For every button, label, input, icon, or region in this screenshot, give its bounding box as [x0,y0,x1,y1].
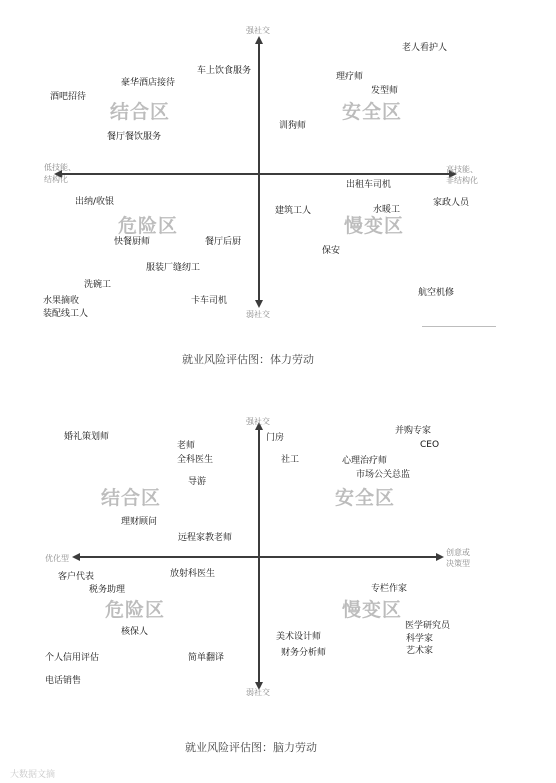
axis-label-right-line1: 创意或 [446,548,470,557]
job-label: 水暖工 [373,205,401,215]
job-label: 科学家 [406,634,434,644]
job-label: 洗碗工 [84,280,112,290]
job-label: 远程家教老师 [178,533,233,543]
axis-label-top: 强社交 [246,417,270,426]
zone-safe: 安全区 [335,487,396,509]
job-label: 卡车司机 [191,296,228,306]
zone-slow-change: 慢变区 [344,215,405,237]
job-label: 服装厂缝纫工 [146,263,201,273]
right-arrow-icon [436,553,444,561]
job-label: 老师 [177,441,196,451]
job-label: 市场公关总监 [356,470,411,480]
axis-label-left-line2: 结构化 [44,175,68,184]
job-label: 导游 [188,477,207,487]
zone-combination: 结合区 [101,487,162,509]
job-label: CEO [420,440,440,450]
job-label: 训狗师 [279,121,307,131]
zone-safe: 安全区 [342,101,403,123]
job-label: 发型师 [371,86,399,96]
job-label: 全科医生 [177,455,214,465]
job-label: 电话销售 [45,676,82,686]
job-label: 保安 [322,246,341,256]
job-label: 客户代表 [58,572,95,582]
job-label: 装配线工人 [43,309,89,319]
job-label: 社工 [281,455,300,465]
job-label: 美术设计师 [276,632,322,642]
zone-danger: 危险区 [118,215,179,237]
caption-mental: 就业风险评估图：脑力劳动 [185,741,317,754]
mental-labor-diagram [0,390,556,783]
down-arrow-icon [255,300,263,308]
job-label: 艺术家 [406,646,434,656]
axis-label-left-line1: 低技能、 [44,163,76,172]
job-label: 医学研究员 [405,621,451,631]
job-label: 个人信用评估 [45,653,100,663]
job-label: 心理治疗师 [342,456,388,466]
axis-label-top: 强社交 [246,26,270,35]
job-label: 老人看护人 [402,43,448,53]
job-label: 餐厅餐饮服务 [107,132,162,142]
job-label: 婚礼策划师 [64,432,110,442]
job-label: 出租车司机 [346,180,392,190]
job-label: 豪华酒店接待 [121,78,176,88]
physical-labor-diagram [0,0,556,390]
horizontal-axis [58,173,454,175]
job-label: 放射科医生 [170,569,216,579]
axis-label-right-line2: 非结构化 [446,176,478,185]
job-label: 水果摘收 [43,296,80,306]
axis-label-right-line1: 高技能、 [446,165,478,174]
vertical-axis [258,40,260,306]
caption-physical: 就业风险评估图：体力劳动 [182,353,314,366]
left-arrow-icon [72,553,80,561]
job-label: 财务分析师 [281,648,327,658]
job-label: 航空机修 [418,288,455,298]
job-label: 门房 [266,433,285,443]
job-label: 家政人员 [433,198,470,208]
axis-label-left: 优化型 [45,554,69,563]
axis-label-right-line2: 决策型 [446,559,470,568]
axis-label-bottom: 弱社交 [246,310,270,319]
job-label: 核保人 [121,627,149,637]
job-label: 酒吧招待 [50,92,87,102]
decorative-line [422,326,496,327]
job-label: 并购专家 [395,426,432,436]
axis-label-bottom: 弱社交 [246,688,270,697]
watermark: 大数据文摘 [10,770,56,780]
job-label: 简单翻译 [188,653,225,663]
job-label: 建筑工人 [275,206,312,216]
job-label: 理疗师 [336,72,364,82]
job-label: 车上饮食服务 [197,66,252,76]
job-label: 税务助理 [89,585,126,595]
zone-combination: 结合区 [110,101,171,123]
zone-slow-change: 慢变区 [342,599,403,621]
job-label: 出纳/收银 [75,197,115,207]
job-label: 专栏作家 [371,584,408,594]
job-label: 理财顾问 [121,517,158,527]
up-arrow-icon [255,36,263,44]
job-label: 餐厅后厨 [205,237,242,247]
job-label: 快餐厨师 [114,237,151,247]
zone-danger: 危险区 [105,599,166,621]
vertical-axis [258,426,260,688]
